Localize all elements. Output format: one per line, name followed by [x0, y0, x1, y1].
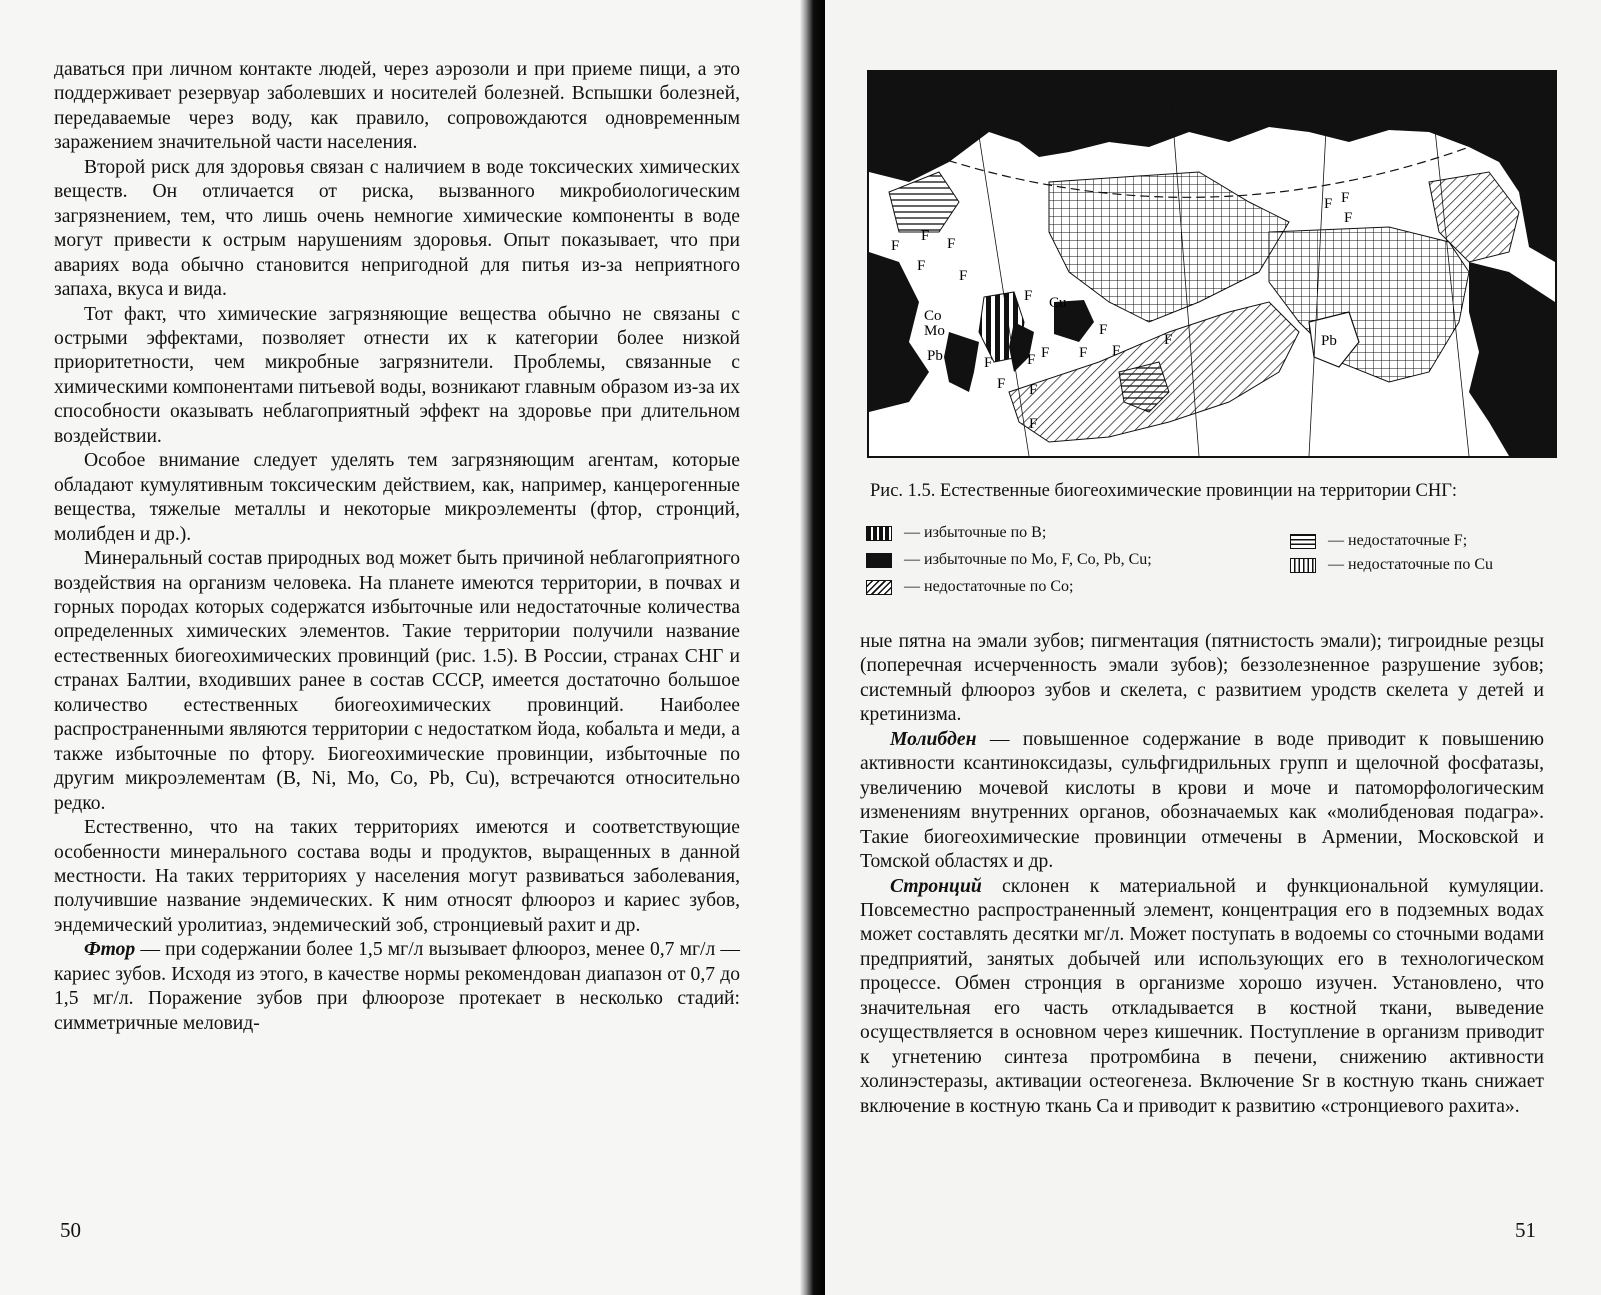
left-page-text	[54, 58, 740, 1036]
paragraph: даваться при личном контакте людей, через аэрозоли и при приеме пищи, а это поддерживает резервуар заболевших и носителей болезней. Вспышки болезней, передаваемые через воду, как правило, сопровождаются одновременным заражением значительной части населения.	[54, 59, 740, 154]
paragraph: Тот факт, что химические загрязняющие вещества обычно не связаны с острыми эффектами, позволяет отнести их к категории более низкой приоритетности, чем микробные загрязнители. Проблемы, связанные с химическими компонентами питьевой воды, возникают главным образом из-за их способности оказывать неблагоприятный эффект на здоровье при длительном воздействии.	[54, 303, 740, 447]
map-label: F	[1324, 196, 1333, 212]
map-label: F	[1344, 210, 1353, 226]
legend-item	[866, 524, 1046, 542]
pattern-vertical-lines-swatch	[1290, 558, 1316, 573]
fluor-text: — при содержании более 1,5 мг/л вызывает флюороз, менее 0,7 мг/л — кариес зубов. Исходя из этого, в качестве нормы рекомендован диапазон от 0,7 до 1,5 мг/л. Поражение зубов при флюорозе протекает в несколько стадий: симметричные меловид-	[54, 939, 740, 1034]
legend-label: — избыточные по B;	[904, 524, 1047, 541]
map-label: F	[1164, 332, 1173, 348]
legend-label: — избыточные по Mo, F, Co, Pb, Cu;	[904, 551, 1152, 568]
pattern-solid-black-swatch	[866, 553, 892, 568]
legend-item	[1290, 556, 1493, 574]
page-number-right: 51	[1515, 1218, 1536, 1242]
map-label-mo: Mo	[924, 323, 945, 339]
biogeochemical-provinces-map	[867, 70, 1557, 458]
map-label: F	[947, 236, 956, 252]
legend-label: — недостаточные по Co;	[904, 578, 1074, 595]
legend-item	[866, 551, 1152, 569]
paragraph: Особое внимание следует уделять тем загрязняющим агентам, которые обладают кумулятивным токсическим действием, как, например, канцерогенные вещества, тяжелые металлы и некоторые микроэлементы (фтор, стронций, молибден и др.).	[54, 450, 740, 545]
paragraph: Второй риск для здоровья связан с наличием в воде токсических химических веществ. Он отличается от риска, вызванного микробиологическим загрязнением, тем, что лишь очень немногие химические компоненты в воде могут привести к острым нарушениям здоровья. Опыт показывает, что при авариях вода обычно становится непригодной для питья из-за неприятного запаха, вкуса и вида.	[54, 156, 740, 301]
map-label: F	[1112, 343, 1121, 359]
map-label-pb: Pb	[927, 348, 943, 364]
map-label: F	[959, 268, 968, 284]
map-label: F	[891, 238, 900, 254]
pattern-horizontal-lines-swatch	[1290, 534, 1316, 549]
map-label-pb: Pb	[1321, 333, 1337, 349]
legend-label: — недостаточные F;	[1328, 532, 1468, 549]
paragraph-strontium	[860, 875, 1544, 1120]
map-label: F	[1079, 345, 1088, 361]
paragraph: ные пятна на эмали зубов; пигментация (пятнистость эмали); тигроидные резцы (поперечная исчерченность эмали зубов); беззолезненное разрушение зубов; системный флюороз зубов и скелета, с развитием уродств скелета у детей и кретинизма.	[860, 631, 1544, 726]
map-label: F	[917, 258, 926, 274]
map-label: F	[984, 355, 993, 371]
pattern-vertical-bars-swatch	[866, 526, 892, 541]
pattern-diagonal-hatch-swatch	[866, 580, 892, 595]
map-label: F	[1024, 288, 1033, 304]
paragraph-fluor	[54, 938, 740, 1036]
legend-label: — недостаточные по Cu	[1328, 556, 1494, 573]
map-label-co: Co	[924, 308, 942, 324]
map-svg	[869, 72, 1555, 456]
map-label: F	[1041, 345, 1050, 361]
paragraph-molybdenum	[860, 728, 1544, 875]
map-label: F	[1341, 190, 1350, 206]
term-fluor: Фтор	[84, 939, 136, 961]
map-label: F	[1029, 382, 1038, 398]
page-number-left: 50	[60, 1218, 81, 1242]
map-label: F	[997, 376, 1006, 392]
legend-item	[866, 578, 1073, 596]
paragraph: Естественно, что на таких территориях имеются и соответствующие особенности минерального состава воды и продуктов, выращенных в данной местности. На таких территориях у населения могут развиваться заболевания, получившие название эндемических. К ним относят флюороз и кариес зубов, эндемический уролитиаз, эндемический зоб, стронциевый рахит и др.	[54, 817, 740, 936]
strontium-text: склонен к материальной и функциональной кумуляции. Повсеместно распространенный элемент, концентрация его в подземных водах может составлять десятки мг/л. Может поступать в водоемы со сточными водами предприятий, занятых добычей или использующих его в технологическом процессе. Обмен стронция в организме хорошо изучен. Установлено, что значительная его часть откладывается в костной ткани, выведение осуществляется в основном через кишечник. Поступление в организм приводит к угнетению синтеза протромбина в печени, снижению активности холинэстеразы, активации остеогенеза. Включение Sr в костную ткань снижает включение в костную ткань Ca и приводит к развитию «стронциевого рахита».	[860, 875, 1544, 1117]
figure-caption: Рис. 1.5. Естественные биогеохимические провинции на территории СНГ:	[870, 481, 1458, 501]
map-label: F	[1099, 322, 1108, 338]
paragraph: Минеральный состав природных вод может быть причиной неблагоприятного воздействия на организм человека. На планете имеются территории, в почвах и горных породах которых содержатся избыточные или недостаточные количества определенных химических элементов. Такие территории получили название естественных биогеохимических провинций (рис. 1.5). В России, странах СНГ и странах Балтии, входивших ранее в состав СССР, имеется достаточно большое количество естественных биогеохимических провинций. Наиболее распространенными являются территории с недостатком йода, кобальта и меди, а также избыточные по фтору. Биогеохимические провинции, избыточные по другим микроэлементам (B, Ni, Mo, Co, Pb, Cu), встречаются относительно редко.	[54, 548, 740, 814]
map-label: F	[1029, 416, 1038, 432]
map-label-cu: Cu	[1049, 295, 1067, 311]
term-molybdenum: Молибден	[890, 728, 977, 750]
molybdenum-text: — повышенное содержание в воде приводит к повышению активности ксантиноксидазы, сульфгидрильных групп и щелочной фосфатазы, увеличению мочевой кислоты в крови и моче и патоморфологическим изменениям внутренних органов, обозначаемых как «молибденовая подагра». Такие биогеохимические провинции отмечены в Армении, Московской и Томской областях и др.	[860, 728, 1544, 873]
term-strontium: Стронций	[890, 875, 982, 897]
legend-item	[1290, 532, 1467, 550]
map-label: F	[1027, 352, 1036, 368]
map-label: F	[921, 228, 930, 244]
right-page-text	[860, 630, 1544, 1119]
